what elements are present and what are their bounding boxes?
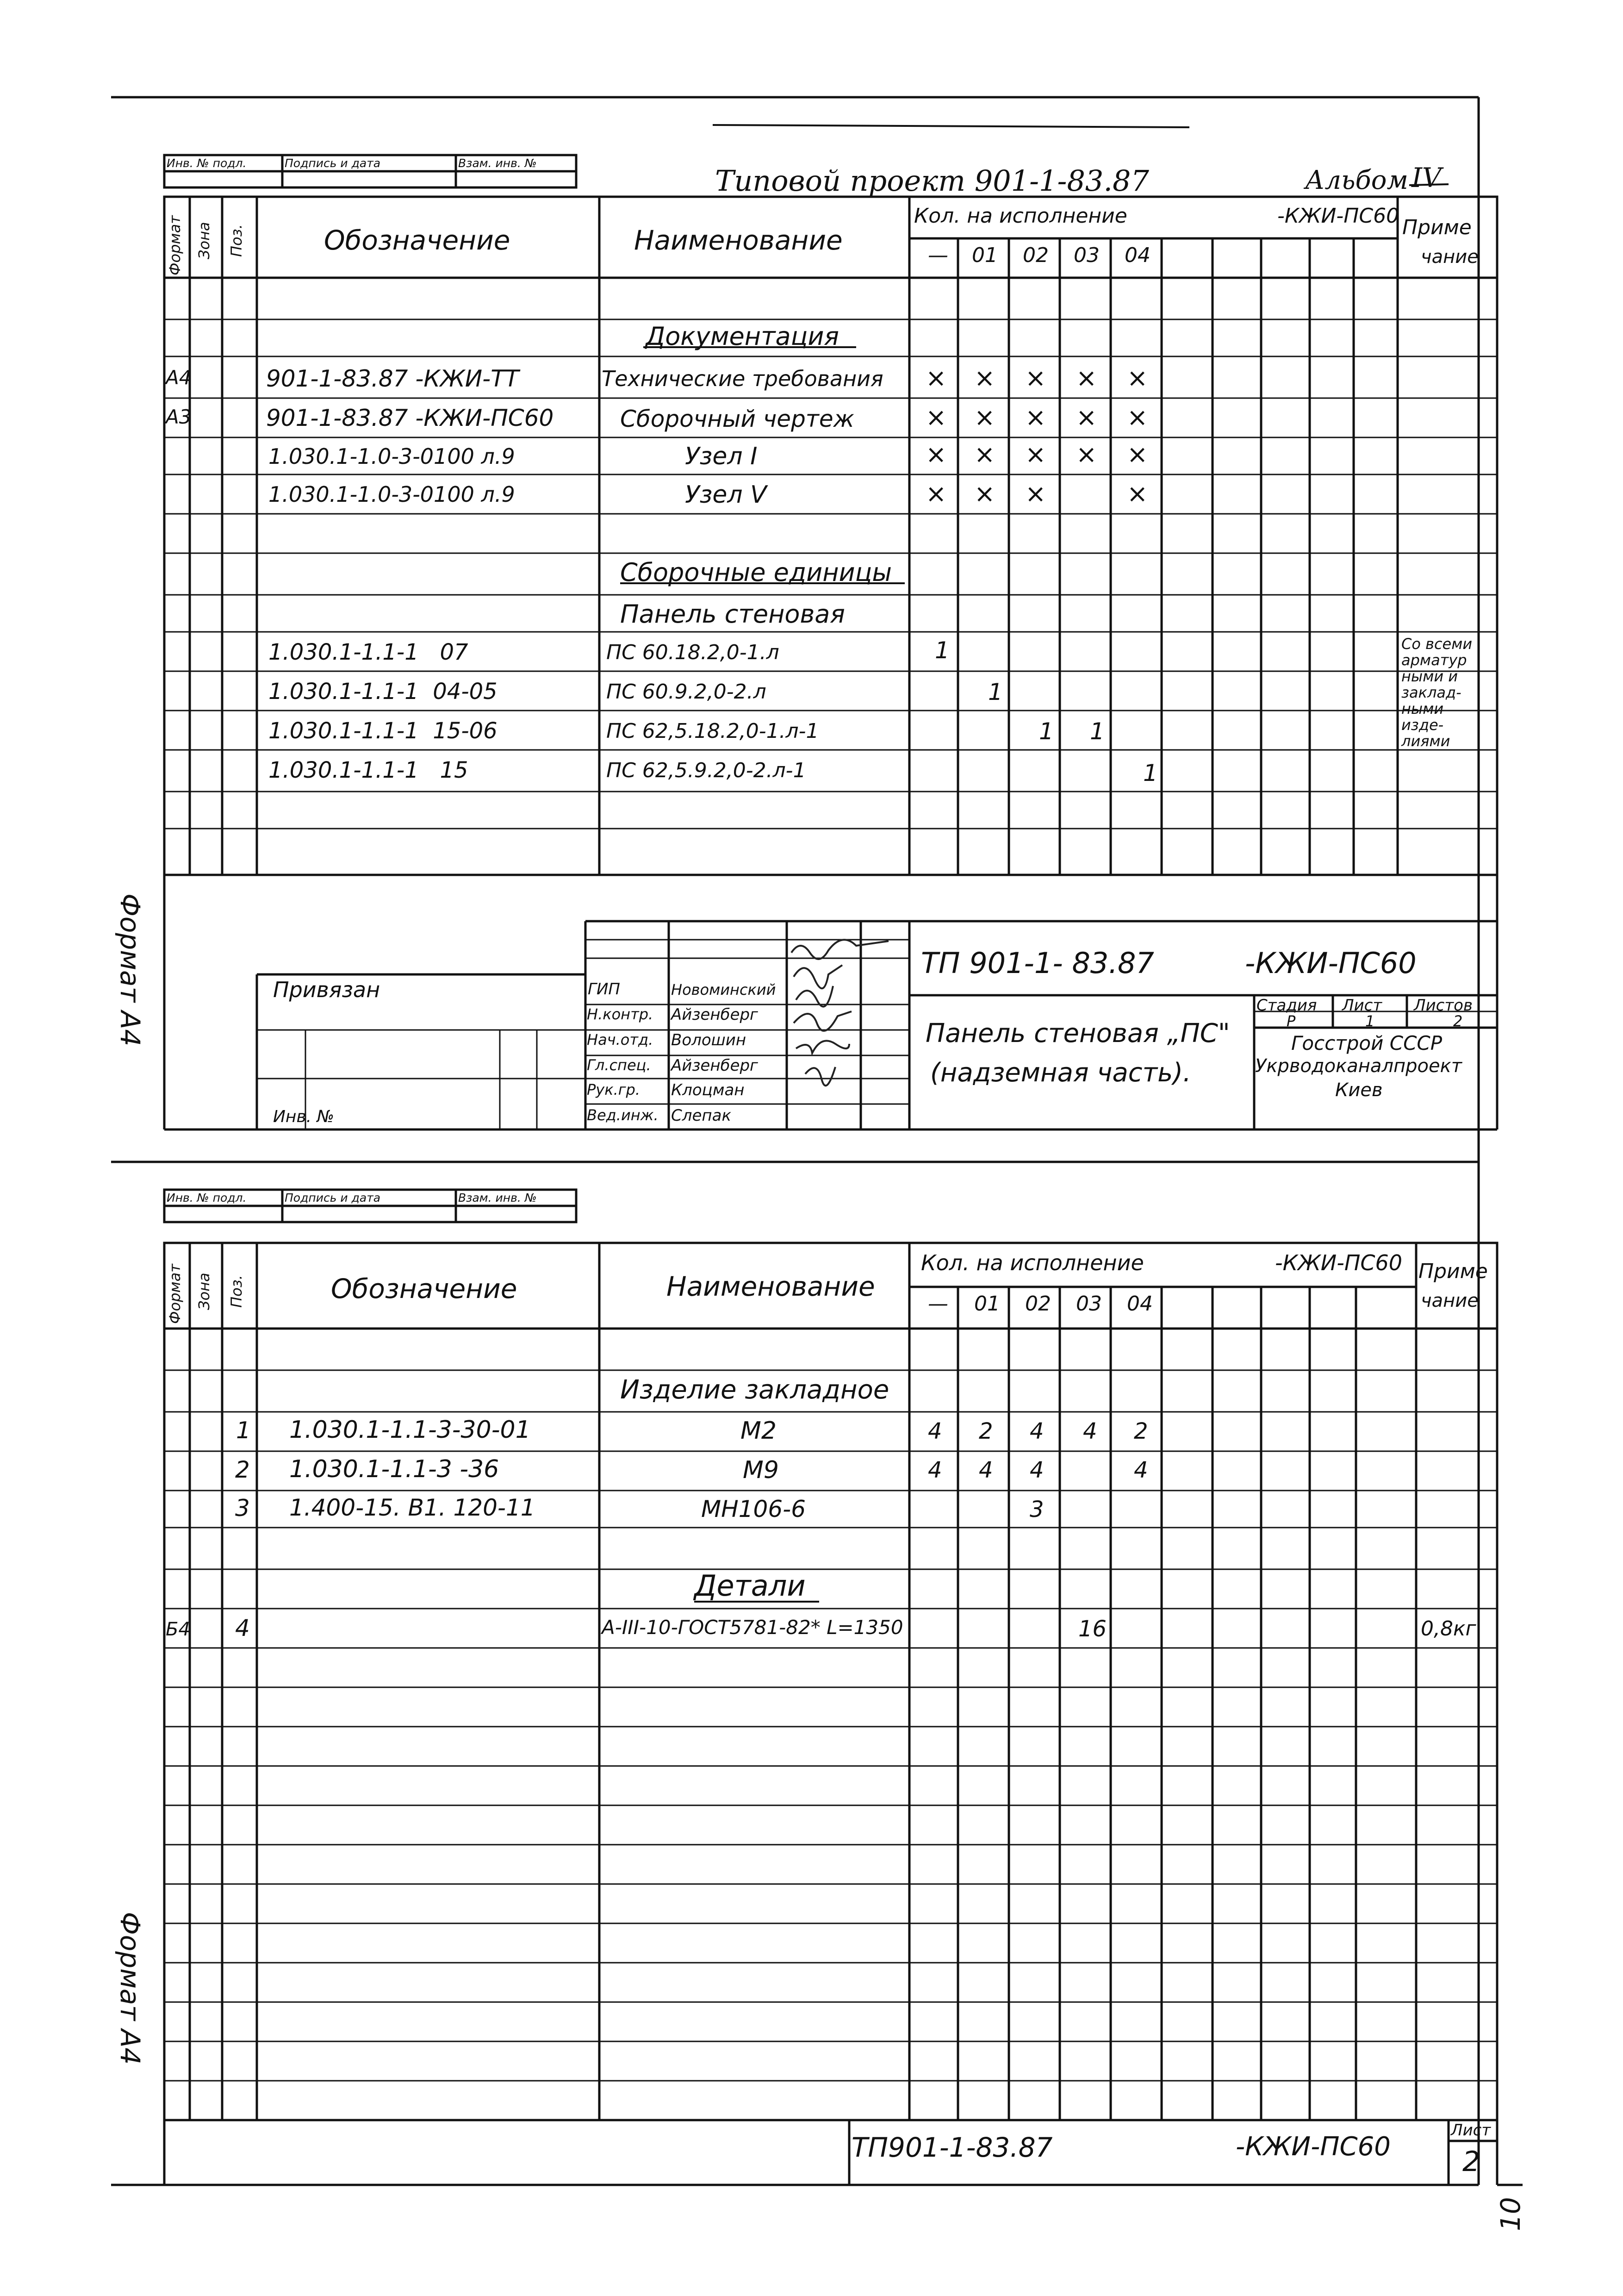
role-label: Нач.отд. xyxy=(587,1031,653,1048)
doc-mark: × xyxy=(1025,479,1046,508)
header-exec-3: 03 xyxy=(1074,243,1100,267)
stamp-cell-replace: Взам. инв. № xyxy=(458,1191,537,1204)
doc-mark: × xyxy=(1127,440,1148,469)
album-number: IV xyxy=(1412,162,1442,193)
doc-mark: × xyxy=(926,403,947,432)
doc-mark: × xyxy=(1076,363,1097,393)
role-label: Гл.спец. xyxy=(587,1056,651,1074)
doc-mark: × xyxy=(974,363,995,393)
section-details: Детали xyxy=(694,1569,806,1603)
header-format: Формат xyxy=(166,215,184,275)
row-qty: 4 xyxy=(979,1457,993,1483)
title-block-title-1: Панель стеновая „ПС" xyxy=(926,1018,1230,1048)
header-note-1: Приме xyxy=(1418,1260,1488,1283)
header-pos: Поз. xyxy=(228,224,245,257)
footer-sheet-number: 2 xyxy=(1462,2146,1480,2178)
doc-mark: × xyxy=(974,403,995,432)
unit-qty: 1 xyxy=(1143,760,1158,786)
sheets-label: Листов xyxy=(1414,996,1473,1015)
note-line: ными xyxy=(1401,700,1444,718)
footer-sheet-label: Лист xyxy=(1451,2121,1491,2140)
row-pos: 4 xyxy=(235,1615,250,1641)
header-pos: Поз. xyxy=(228,1275,245,1308)
doc-mark: × xyxy=(1025,440,1046,469)
doc-name: Узел V xyxy=(685,481,767,509)
role-label: Вед.инж. xyxy=(587,1106,659,1124)
doc-format: А3 xyxy=(166,406,192,428)
unit-designation: 1.030.1-1.1-1 04-05 xyxy=(268,679,497,705)
row-pos: 2 xyxy=(235,1456,250,1483)
doc-mark: × xyxy=(926,479,947,508)
unit-qty: 1 xyxy=(988,679,1003,705)
row-qty: 3 xyxy=(1030,1497,1044,1522)
row-qty: 4 xyxy=(1030,1418,1044,1444)
role-name: Слепак xyxy=(671,1106,731,1125)
sheet-value: 1 xyxy=(1365,1012,1375,1030)
stage-label: Стадия xyxy=(1256,996,1317,1015)
unit-designation: 1.030.1-1.1-1 15 xyxy=(268,757,468,783)
doc-mark: × xyxy=(926,363,947,393)
section-documentation: Документация xyxy=(646,322,839,351)
doc-mark: × xyxy=(926,440,947,469)
sheets-value: 2 xyxy=(1453,1012,1463,1030)
header-exec-3: 03 xyxy=(1076,1292,1102,1316)
header-name: Наименование xyxy=(666,1271,875,1302)
row-pos: 1 xyxy=(236,1417,251,1444)
format-label-bottom: Формат А4 xyxy=(114,1912,146,2065)
stamp-cell-sign: Подпись и дата xyxy=(285,156,381,170)
role-name: Айзенберг xyxy=(671,1005,758,1024)
header-note-2: чание xyxy=(1421,1290,1479,1311)
header-exec-1: 01 xyxy=(972,243,998,267)
header-zone: Зона xyxy=(195,222,213,259)
title-block-code-suffix: -КЖИ-ПС60 xyxy=(1245,946,1417,980)
header-qty: Кол. на исполнение xyxy=(921,1250,1144,1275)
role-name: Айзенберг xyxy=(671,1056,758,1075)
doc-mark: × xyxy=(1127,479,1148,508)
header-qty-code: -КЖИ-ПС60 xyxy=(1277,204,1399,228)
row-note: 0,8кг xyxy=(1421,1617,1476,1641)
note-line: лиями xyxy=(1401,732,1450,750)
role-name: Новоминский xyxy=(671,981,776,998)
unit-name: ПС 60.18.2,0-1.л xyxy=(606,641,779,664)
row-name: М9 xyxy=(743,1456,779,1484)
note-line: Со всеми xyxy=(1401,635,1473,653)
row-qty: 4 xyxy=(1030,1457,1044,1483)
stamp-cell-sign: Подпись и дата xyxy=(285,1191,381,1204)
header-exec-0: — xyxy=(928,1292,948,1316)
unit-qty: 1 xyxy=(1090,718,1105,745)
row-qty: 2 xyxy=(979,1418,993,1444)
unit-designation: 1.030.1-1.1-1 07 xyxy=(268,639,468,665)
project-title: Типовой проект 901-1-83.87 xyxy=(715,164,1149,198)
unit-name: ПС 62,5.9.2,0-2.л-1 xyxy=(606,759,806,782)
footer-code-suffix: -КЖИ-ПС60 xyxy=(1236,2132,1391,2162)
sheet-label: Лист xyxy=(1342,996,1382,1015)
stamp-cell-inv: Инв. № подл. xyxy=(167,156,247,170)
format-label-top: Формат А4 xyxy=(114,893,146,1047)
row-name: М2 xyxy=(740,1417,777,1445)
stage-value: Р xyxy=(1287,1012,1296,1030)
row-designation: 1.030.1-1.1-3 -36 xyxy=(289,1455,499,1483)
note-line: заклад- xyxy=(1401,684,1461,701)
doc-designation: 901-1-83.87 -КЖИ-ТТ xyxy=(266,365,519,392)
unit-name: ПС 62,5.18.2,0-1.л-1 xyxy=(606,719,819,743)
section-embedded-items: Изделие закладное xyxy=(620,1375,889,1405)
header-qty-code: -КЖИ-ПС60 xyxy=(1275,1250,1403,1275)
doc-mark: × xyxy=(1076,403,1097,432)
doc-name: Сборочный чертеж xyxy=(620,406,854,432)
org-line-2: Укрводоканалпроект xyxy=(1255,1055,1462,1077)
stamp-cell-replace: Взам. инв. № xyxy=(458,156,537,170)
unit-designation: 1.030.1-1.1-1 15-06 xyxy=(268,718,497,744)
doc-designation: 1.030.1-1.0-3-0100 л.9 xyxy=(268,444,515,469)
privyazan-label: Привязан xyxy=(273,977,380,1002)
header-qty: Кол. на исполнение xyxy=(914,204,1127,228)
header-exec-4: 04 xyxy=(1125,243,1150,267)
doc-mark: × xyxy=(974,440,995,469)
doc-mark: × xyxy=(1127,403,1148,432)
doc-mark: × xyxy=(1025,363,1046,393)
footer-code: ТП901-1-83.87 xyxy=(852,2132,1053,2163)
unit-qty: 1 xyxy=(1039,718,1054,745)
row-name: А-III-10-ГОСТ5781-82* L=1350 xyxy=(602,1616,903,1639)
row-qty: 4 xyxy=(928,1457,942,1483)
doc-format: А4 xyxy=(166,366,192,389)
row-pos: 3 xyxy=(235,1495,250,1522)
row-qty: 4 xyxy=(1134,1457,1148,1483)
doc-name: Узел I xyxy=(685,443,758,470)
doc-designation: 1.030.1-1.0-3-0100 л.9 xyxy=(268,482,515,507)
header-exec-2: 02 xyxy=(1025,1292,1051,1316)
doc-mark: × xyxy=(1127,363,1148,393)
row-designation: 1.030.1-1.1-3-30-01 xyxy=(289,1416,531,1444)
row-designation: 1.400-15. В1. 120-11 xyxy=(289,1494,535,1521)
inv-no-label: Инв. № xyxy=(273,1107,335,1126)
row-qty: 4 xyxy=(928,1418,942,1444)
role-label: Н.контр. xyxy=(587,1005,653,1023)
title-block-code: ТП 901-1- 83.87 xyxy=(921,946,1154,980)
unit-name: ПС 60.9.2,0-2.л xyxy=(606,680,766,704)
section-assembly-units: Сборочные единицы xyxy=(620,558,892,587)
title-block-title-2: (надземная часть). xyxy=(930,1058,1191,1088)
header-exec-0: — xyxy=(928,243,948,267)
note-line: ными и xyxy=(1401,668,1458,685)
doc-mark: × xyxy=(1076,440,1097,469)
header-note-1: Приме xyxy=(1402,216,1472,239)
header-zone: Зона xyxy=(195,1273,213,1310)
doc-designation: 901-1-83.87 -КЖИ-ПС60 xyxy=(266,405,554,431)
row-qty: 4 xyxy=(1083,1418,1097,1444)
role-name: Волошин xyxy=(671,1031,746,1049)
stamp-cell-inv: Инв. № подл. xyxy=(167,1191,247,1204)
album-label: Альбом xyxy=(1305,165,1408,195)
header-format: Формат xyxy=(166,1264,184,1324)
note-line: изде- xyxy=(1401,716,1444,734)
header-designation: Обозначение xyxy=(324,225,510,256)
header-exec-4: 04 xyxy=(1127,1292,1153,1316)
header-designation: Обозначение xyxy=(331,1273,517,1304)
header-exec-2: 02 xyxy=(1023,243,1049,267)
row-qty: 2 xyxy=(1134,1418,1148,1444)
signatures xyxy=(791,940,889,1086)
role-label: ГИП xyxy=(588,980,620,998)
unit-qty: 1 xyxy=(935,637,950,664)
note-line: арматур xyxy=(1401,651,1467,669)
header-name: Наименование xyxy=(634,225,843,256)
header-note-2: чание xyxy=(1421,246,1479,268)
doc-name: Технические требования xyxy=(602,366,883,391)
page-number: 10 xyxy=(1495,2197,1526,2231)
org-line-1: Госстрой СССР xyxy=(1291,1032,1443,1054)
subsection-wall-panel: Панель стеновая xyxy=(620,599,845,629)
doc-mark: × xyxy=(1025,403,1046,432)
role-name: Клоцман xyxy=(671,1081,745,1099)
row-qty: 16 xyxy=(1078,1616,1107,1642)
header-exec-1: 01 xyxy=(974,1292,1000,1316)
role-label: Рук.гр. xyxy=(587,1081,640,1098)
row-name: МН106-6 xyxy=(701,1496,806,1522)
row-format: Б4 xyxy=(166,1619,190,1640)
doc-mark: × xyxy=(974,479,995,508)
org-line-3: Киев xyxy=(1335,1079,1383,1101)
